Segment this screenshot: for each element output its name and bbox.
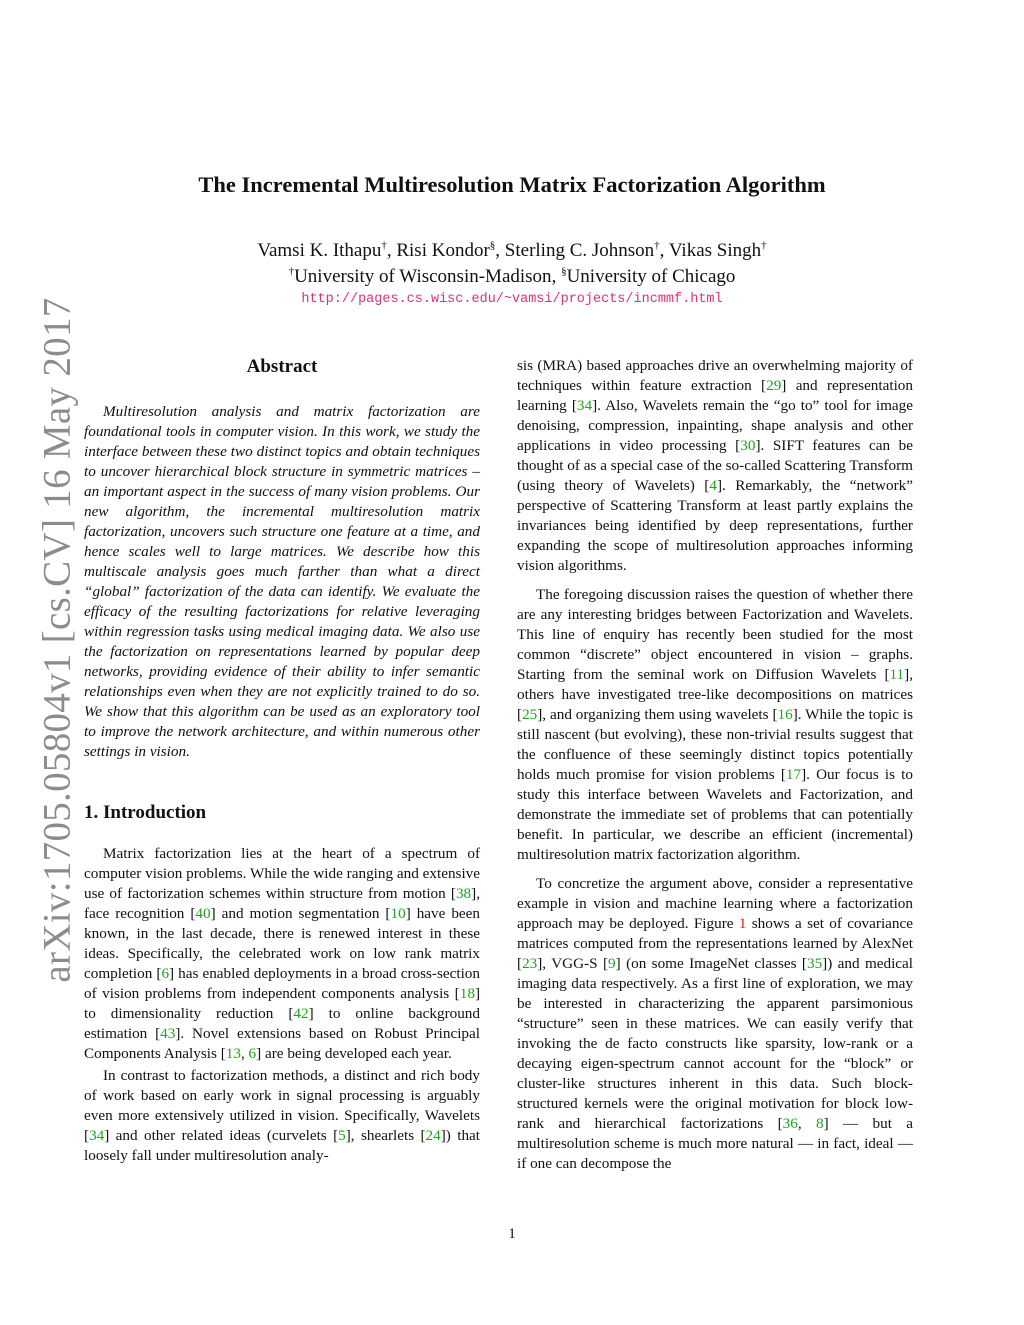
author-list: Vamsi K. Ithapu†, Risi Kondor§, Sterling C. Johnson†, Vikas Singh† <box>257 239 767 261</box>
arxiv-identifier: arXiv:1705.05804v1 [cs.CV] 16 May 2017 <box>35 297 79 983</box>
paper-title: The Incremental Multiresolution Matrix Factorization Algorithm <box>198 172 826 197</box>
section-heading-introduction: 1. Introduction <box>84 802 207 823</box>
right-column <box>517 356 913 1174</box>
citation-link[interactable]: 16 <box>777 706 793 723</box>
citation-link[interactable]: 25 <box>522 706 538 723</box>
intro-paragraph-1: Matrix factorization lies at the heart of a spectrum of computer vision problems. While the wide ranging and extensive use of factorization schemes within structure from motion [38], face recognition [40] and motion segmentation [10] have been known, in the last decade, there is renewed interest in these ideas. Specifically, the celebrated work on low rank matrix completion [6] has enabled deployments in a broad cross-section of vision problems from independent components analysis [18] to dimensionality reduction [42] to online background estimation [43]. Novel extensions based on Robust Principal Components Analysis [13, 6] are being developed each year. <box>84 845 480 1062</box>
author-name: Vamsi K. Ithapu <box>257 240 382 261</box>
citation-link[interactable]: 23 <box>522 955 538 972</box>
intro-paragraph-4: To concretize the argument above, consider a representative example in vision and machine learning where a factorization approach may be deployed. Figure 1 shows a set of covariance matrices computed from the representations learned by AlexNet [23], VGG-S [9] (on some ImageNet classes [35]) and medical imaging data respectively. As a first line of exploration, we may be interested in characterizing the apparent parsimonious “structure” seen in these matrices. We can easily verify that invoking the de facto constructs like sparsity, low-rank or a decaying eigen-spectrum cannot account for the “block” or cluster-like structures inherent in this data. Such block-structured kernels were the original motivation for block low-rank and hierarchical factorizations [36, 8] — but a multiresolution scheme is much more natural — in fact, ideal — if one can decompose the <box>517 875 914 1172</box>
intro-paragraph-continued: sis (MRA) based approaches drive an overwhelming majority of techniques within feature extraction [29] and representation learning [34]. Also, Wavelets remain the “go to” tool for image denoising, compression, inpainting, shape analysis and other applications in video processing [30]. SIFT features can be thought of as a special case of the so-called Scattering Transform (using theory of Wavelets) [4]. Remarkably, the “network” perspective of Scattering Transform at least partly explains the invariances being identified by deep representations, further expanding the scope of multiresolution approaches informing vision algorithms. <box>517 357 913 574</box>
author-affiliation-mark: † <box>381 239 387 252</box>
citation-link[interactable]: 17 <box>785 766 802 783</box>
citation-link[interactable]: 4 <box>709 477 717 494</box>
intro-paragraph-2: In contrast to factorization methods, a distinct and rich body of work based on early work in signal processing is arguably even more extensively utilized in vision. Specifically, Wavelets [34] and other related ideas (curvelets [5], shearlets [24]) that loosely fall under multiresolution analy- <box>84 1067 480 1164</box>
citation-link[interactable]: 40 <box>195 905 211 922</box>
citation-link[interactable]: 8 <box>815 1115 824 1132</box>
citation-link[interactable]: 24 <box>425 1127 441 1144</box>
citation-link[interactable]: 13 <box>225 1045 241 1062</box>
abstract-text: Multiresolution analysis and matrix factorization are foundational tools in computer vision. In this work, we study the interface between these two distinct topics and obtain techniques to uncover hierarchical block structure in symmetric matrices – an important aspect in the success of many vision problems. Our new algorithm, the incremental multiresolution matrix factorization, uncovers such structure one feature at a time, and hence scales well to large matrices. We describe how this multiscale analysis goes much farther than what a direct “global” factorization of the data can identify. We evaluate the efficacy of the resulting factorizations for relative leveraging within regression tasks using medical imaging data. We also use the factorization on representations learned by popular deep networks, providing evidence of their ability to infer semantic relationships even when they are not explicitly trained to do so. We show that this algorithm can be used as an exploratory tool to improve the network architecture, and within numerous other settings in vision. <box>84 403 480 760</box>
citation-link[interactable]: 36 <box>782 1115 798 1132</box>
author-name: Risi Kondor <box>396 240 490 261</box>
citation-link[interactable]: 6 <box>248 1045 257 1062</box>
citation-link[interactable]: 35 <box>806 955 823 972</box>
citation-link[interactable]: 10 <box>390 905 406 922</box>
author-name: Vikas Singh <box>668 240 762 261</box>
affiliation-name: University of Chicago <box>566 266 736 287</box>
citation-link[interactable]: 43 <box>160 1025 176 1042</box>
intro-paragraph-3: The foregoing discussion raises the question of whether there are any interesting bridges between Factorization and Wavelets. This line of enquiry has recently been studied for the most common “discrete” object encountered in vision – graphs. Starting from the seminal work on Diffusion Wavelets [11], others have investigated tree-like decompositions on matrices [25], and organizing them using wavelets [16]. While the topic is still nascent (but evolving), these non-trivial results suggest that the confluence of these seemingly distinct topics potentially holds much promise for vision problems [17]. Our focus is to study this interface between Wavelets and Factorization, and demonstrate the immediate set of problems that can potentially benefit. In particular, we describe an efficient (incremental) multiresolution matrix factorization algorithm. <box>517 586 913 863</box>
author-affiliation-mark: † <box>761 239 767 252</box>
left-column <box>84 356 480 1166</box>
citation-link[interactable]: 29 <box>766 377 782 394</box>
author-name: Sterling C. Johnson <box>504 240 655 261</box>
citation-link[interactable]: 38 <box>455 885 472 902</box>
project-url-link[interactable]: http://pages.cs.wisc.edu/~vamsi/projects/incmmf.html <box>301 292 723 307</box>
abstract-heading: Abstract <box>246 356 318 377</box>
page-number: 1 <box>508 1226 516 1242</box>
affiliation-mark: † <box>288 265 295 278</box>
citation-link[interactable]: 11 <box>889 666 905 683</box>
affiliation-name: University of Wisconsin-Madison <box>294 266 552 287</box>
citation-link[interactable]: 34 <box>89 1127 105 1144</box>
author-affiliation-mark: † <box>654 239 660 252</box>
affiliation-list: †University of Wisconsin-Madison, §University of Chicago <box>288 265 736 287</box>
citation-link[interactable]: 42 <box>293 1005 309 1022</box>
author-affiliation-mark: § <box>489 239 496 252</box>
citation-link[interactable]: 5 <box>338 1127 346 1144</box>
affiliation-mark: § <box>561 265 567 278</box>
citation-link[interactable]: 6 <box>161 965 170 982</box>
citation-link[interactable]: 34 <box>576 397 593 414</box>
citation-link[interactable]: 18 <box>459 985 475 1002</box>
citation-link[interactable]: 30 <box>740 437 756 454</box>
citation-link[interactable]: 9 <box>608 955 616 972</box>
figure-reference-link[interactable]: 1 <box>738 915 747 932</box>
